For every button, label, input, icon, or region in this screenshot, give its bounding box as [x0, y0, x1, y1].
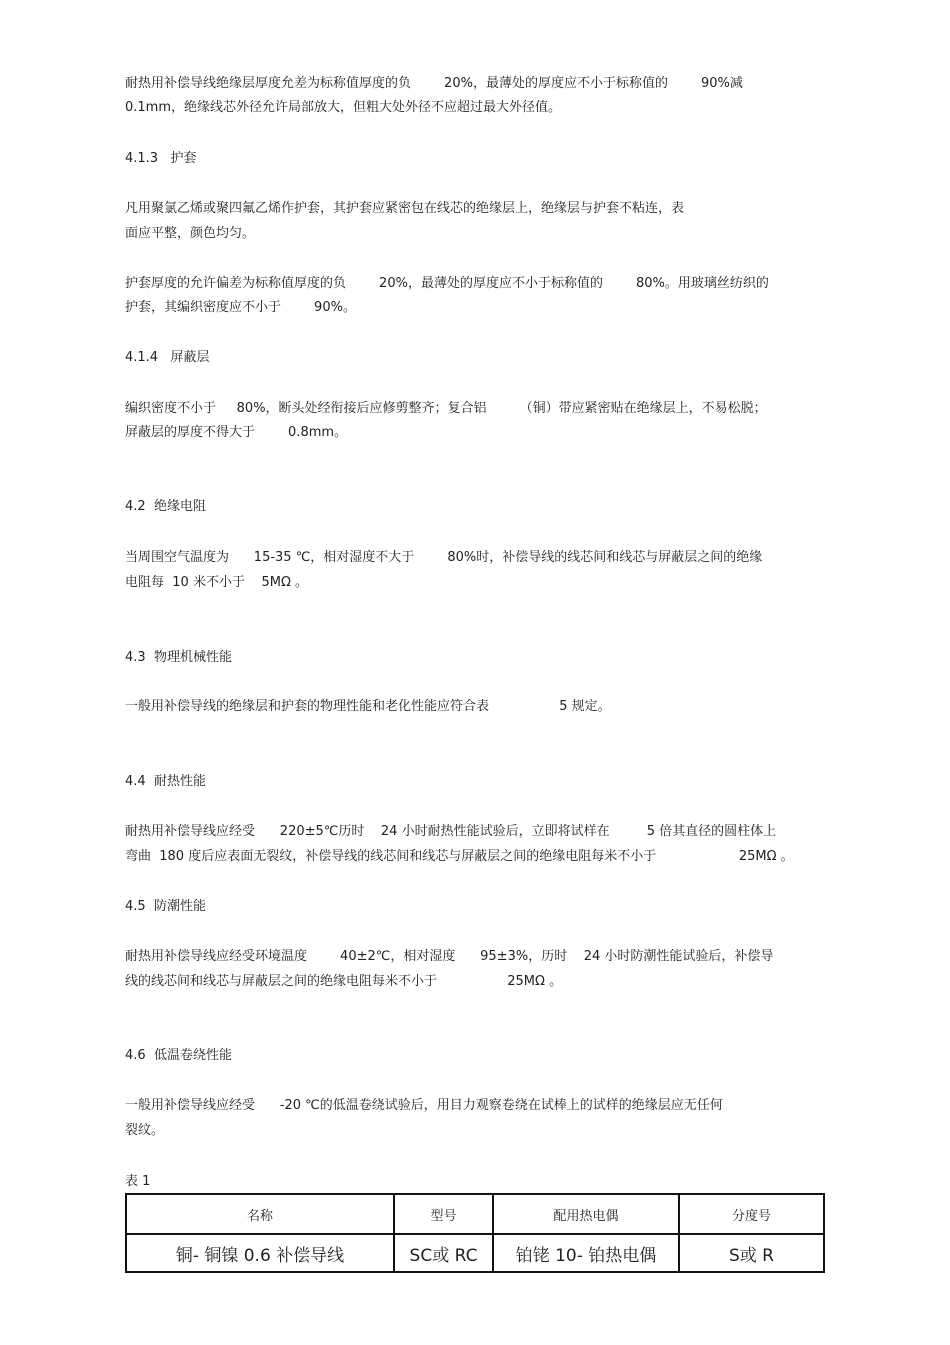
section-heading: 4.1.3 护套	[125, 151, 197, 166]
section-heading: 4.5 防潮性能	[125, 899, 206, 914]
paragraph-line: 弯曲 180 度后应表面无裂纹，补偿导线的线芯间和线芯与屏蔽层之间的绝缘电阻每米不小于 25MΩ 。	[125, 849, 794, 864]
header-model: 型号	[394, 1194, 493, 1234]
paragraph-line: 屏蔽层的厚度不得大于 0.8mm。	[125, 425, 348, 440]
paragraph-line: 耐热用补偿导线应经受环境温度 40±2℃，相对湿度 95±3%，历时 24 小时防潮性能试验后，补偿导	[125, 949, 774, 964]
paragraph-line: 0.1mm，绝缘线芯外径允许局部放大，但粗大处外径不应超过最大外径值。	[125, 100, 562, 115]
table-row	[126, 1234, 824, 1272]
section-heading: 4.2 绝缘电阻	[125, 499, 206, 514]
section-heading: 4.3 物理机械性能	[125, 650, 232, 665]
paragraph-line: 护套厚度的允许偏差为标称值厚度的负 20%，最薄处的厚度应不小于标称值的 80%。用玻璃丝纺织的	[125, 276, 769, 291]
paragraph-line: 护套，其编织密度应不小于 90%。	[125, 300, 356, 315]
section-heading: 4.1.4 屏蔽层	[125, 350, 210, 365]
paragraph-line: 耐热用补偿导线绝缘层厚度允差为标称值厚度的负 20%，最薄处的厚度应不小于标称值的 90%减	[125, 76, 743, 91]
paragraph-line: 线的线芯间和线芯与屏蔽层之间的绝缘电阻每米不小于 25MΩ 。	[125, 974, 563, 989]
paragraph-line: 电阻每 10 米不小于 5MΩ 。	[125, 575, 309, 590]
section-heading: 4.4 耐热性能	[125, 774, 206, 789]
compensation-wire-table	[125, 1193, 825, 1273]
paragraph-line: 当周围空气温度为 15-35 ℃，相对湿度不大于 80%时，补偿导线的线芯间和线芯与屏蔽层之间的绝缘	[125, 550, 763, 565]
paragraph-line: 一般用补偿导线的绝缘层和护套的物理性能和老化性能应符合表 5 规定。	[125, 699, 611, 714]
table-header-row	[126, 1194, 824, 1234]
paragraph-line: 裂纹。	[125, 1123, 165, 1138]
cell-graduation: S或 R	[679, 1234, 824, 1272]
header-thermocouple: 配用热电偶	[493, 1194, 679, 1234]
cell-model: SC或 RC	[394, 1234, 493, 1272]
table-caption: 表 1	[125, 1174, 151, 1189]
header-name: 名称	[126, 1194, 394, 1234]
paragraph-line: 一般用补偿导线应经受 -20 ℃的低温卷绕试验后，用目力观察卷绕在试棒上的试样的绝缘层应无任何	[125, 1098, 723, 1113]
paragraph-line: 面应平整，颜色均匀。	[125, 226, 256, 241]
cell-name: 铜- 铜镍 0.6 补偿导线	[126, 1234, 394, 1272]
header-graduation: 分度号	[679, 1194, 824, 1234]
section-heading: 4.6 低温卷绕性能	[125, 1048, 232, 1063]
paragraph-line: 凡用聚氯乙烯或聚四氟乙烯作护套，其护套应紧密包在线芯的绝缘层上，绝缘层与护套不粘连，表	[125, 201, 685, 216]
paragraph-line: 编织密度不小于 80%，断头处经衔接后应修剪整齐；复合铝 （铜）带应紧密贴在绝缘层上，不易松脱；	[125, 401, 767, 416]
paragraph-line: 耐热用补偿导线应经受 220±5℃历时 24 小时耐热性能试验后，立即将试样在 5 倍其直径的圆柱体上	[125, 824, 777, 839]
cell-thermocouple: 铂铑 10- 铂热电偶	[493, 1234, 679, 1272]
